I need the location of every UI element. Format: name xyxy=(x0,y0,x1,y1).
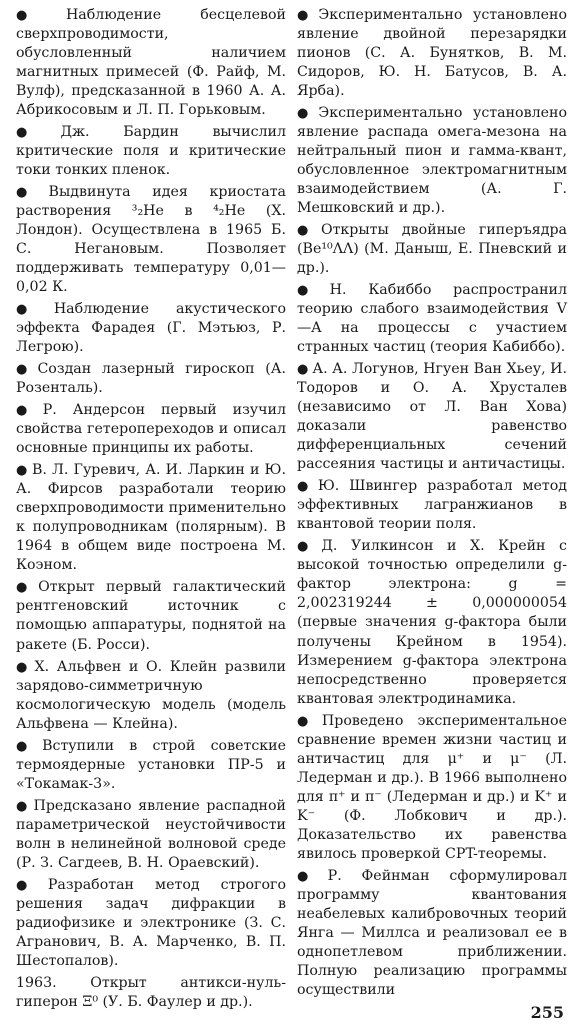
bullet-icon: ● xyxy=(16,403,39,419)
bullet-icon: ● xyxy=(16,185,45,201)
entry xyxy=(297,477,567,534)
entry xyxy=(297,6,567,101)
entry xyxy=(16,123,286,180)
entry xyxy=(297,537,567,708)
entry-text: Экспериментально установлено явление распада омега-мезона на нейтральный пион и гамма-квант, обусловленное электромагнитным взаимодействием (А. Г. Мешковский и др.). xyxy=(297,105,567,217)
entry-text: Разработан метод строгого решения задач дифракции в радиофизике и электронике (З. С. Агранович, В. А. Марченко, В. П. Шестопалов). xyxy=(16,876,287,969)
bullet-icon: ● xyxy=(16,302,50,318)
entry-text: В. Л. Гуревич, А. И. Ларкин и Ю. А. Фирсов разработали теорию сверхпроводимости применительно к полупроводникам (полярным). В 1964 в общем виде построена М. Коэном. xyxy=(16,462,286,574)
bullet-icon: ● xyxy=(16,8,62,23)
entry xyxy=(16,401,286,458)
entry xyxy=(16,183,286,297)
bullet-icon: ● xyxy=(16,125,57,141)
left-column xyxy=(16,6,286,1012)
entry-text: Вступили в строй советские термоядерные установки ПР-5 и «Токамак-3». xyxy=(16,737,286,792)
bullet-icon: ● xyxy=(297,8,315,23)
bullet-icon: ● xyxy=(297,283,326,299)
bullet-icon: ● xyxy=(297,362,309,378)
entry-text: Дж. Бардин вычислил критические поля и критические токи тонких пленок. xyxy=(16,124,286,179)
entry-text: Наблюдение бесцелевой сверхпроводимости, обусловленный наличием магнитных примесей (Ф. Райф, М. Вулф), предсказанной в 1960 А. А. Абрикосовым и Л. П. Горьковым. xyxy=(16,7,287,119)
entry-text: Экспериментально установлено явление двойной перезарядки пионов (С. А. Бунятков, В. М. Сидоров, Ю. Н. Батусов, В. А. Ярба). xyxy=(297,7,567,100)
entry-text: Предсказано явление распадной параметрической неустойчивости волн в нелинейной волновой среде (Р. З. Сагдеев, В. Н. Ораевский). xyxy=(16,797,286,871)
bullet-icon: ● xyxy=(16,798,30,814)
entry-text: Х. Альфвен и О. Клейн развили зарядово-симметричную космологическую модель (модель Альфвена — Клейна). xyxy=(16,658,286,732)
bullet-icon: ● xyxy=(297,868,324,884)
bullet-icon: ● xyxy=(297,106,315,122)
entry xyxy=(16,578,286,654)
page-number: 255 xyxy=(530,1003,564,1022)
entry-text: Н. Кабиббо распространил теорию слабого взаимодействия V—A на процессы с участием странных частиц (теория Кабиббо). xyxy=(297,282,568,356)
entry-text: Ю. Швингер разработал метод эффективных лагранжианов в квантовой теории поля. xyxy=(297,478,568,533)
entry-text: Открыт первый галактический рентгеновский источник с помощью аппаратуры, поднятой на ракете (Б. Росси). xyxy=(16,579,287,653)
entry-text: Р. Фейнман сформулировал программу квантования неабелевых калибровочных теорий Янга — Миллса и реализовал ее в однопетлевом приближении. Полную реализацию программы осуществили xyxy=(297,867,567,998)
entry xyxy=(297,221,567,278)
entry-text: Создан лазерный гироскоп (А. Розенталь). xyxy=(16,361,287,397)
entry-text: Р. Андерсон первый изучил свойства гетеропереходов и описал основные принципы их работы. xyxy=(16,402,286,457)
entry xyxy=(16,300,286,357)
entry xyxy=(16,360,286,398)
entry xyxy=(297,104,567,218)
entry-text: Наблюдение акустического эффекта Фарадея (Г. Мэтьюз, Р. Легрою). xyxy=(16,301,286,356)
bullet-icon: ● xyxy=(16,463,28,479)
entry xyxy=(297,867,567,1000)
entry-text: Д. Уилкинсон и Х. Крейн с высокой точностью определили g-фактор электрона: g = 2,002319244 ± 0,000000054 (первые значения g-фактора были получены Крейном в 1954). Измерением g-фактора электрона непосредственно проверяется квантовая электродинамика. xyxy=(297,538,568,707)
bullet-icon: ● xyxy=(16,738,39,754)
entry xyxy=(16,658,286,734)
year-entry: 1963. Открыт антикси-нуль-гиперон Ξ̄⁰ (У. Б. Фаулер и др.). xyxy=(16,974,286,1010)
entry-text: Открыты двойные гиперъядра (Be¹⁰ΛΛ) (М. Даныш, Е. Пневский и др.). xyxy=(297,222,567,277)
bullet-icon: ● xyxy=(16,877,44,893)
entry xyxy=(297,281,567,357)
entry xyxy=(16,797,286,873)
entry xyxy=(16,876,286,971)
entry xyxy=(16,461,286,575)
bullet-icon: ● xyxy=(16,580,35,596)
entry-text: А. А. Логунов, Нгуен Ван Хьеу, И. Тодоров и О. А. Хрусталев (независимо от Л. Ван Хова) доказали равенство дифференциальных сечений рассеяния частицы и античастицы. xyxy=(297,361,568,473)
right-column xyxy=(297,6,567,1003)
bullet-icon: ● xyxy=(16,659,31,675)
bullet-icon: ● xyxy=(297,223,317,239)
entry xyxy=(297,360,567,474)
entry-text: Проведено экспериментальное сравнение времен жизни частиц и античастиц для μ⁺ и μ⁻ (Л. Ледерман и др.). В 1966 выполнено для π⁺ и π⁻ (Ледерман и др.) и K⁺ и K⁻ (Ф. Лобкович и др.). Доказательство их равенства явилось проверкой CPT-теоремы. xyxy=(297,712,567,862)
entry xyxy=(16,6,286,120)
bullet-icon: ● xyxy=(297,713,318,729)
bullet-icon: ● xyxy=(297,479,314,495)
bullet-icon: ● xyxy=(297,539,318,555)
entry xyxy=(297,712,567,864)
entry xyxy=(16,737,286,794)
entry-text: Выдвинута идея криостата растворения ³₂He в ⁴₂He (Х. Лондон). Осуществлена в 1965 Б. С. Негановым. Позволяет поддерживать температуру 0,01—0,02 К. xyxy=(16,184,287,296)
bullet-icon: ● xyxy=(16,362,34,378)
